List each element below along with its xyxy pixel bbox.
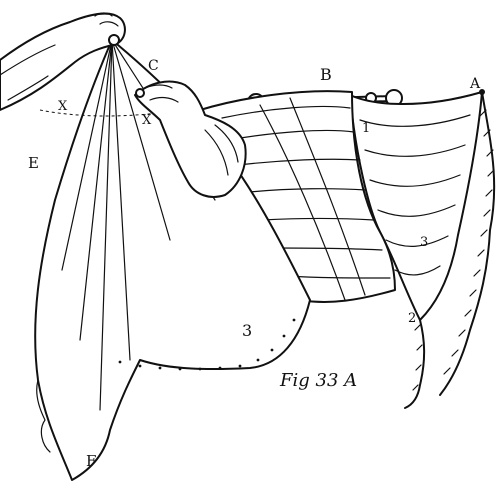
label-b: B [320, 65, 332, 84]
label-f: F [86, 452, 97, 470]
label-c: C [148, 58, 159, 74]
label-x-left: X [58, 99, 68, 114]
figure-caption: Fig 33 A [280, 370, 358, 391]
label-number-1: 1 [362, 121, 371, 136]
label-x-right: X [142, 113, 152, 128]
label-number-3-top: 3 [420, 235, 429, 250]
label-a: A [470, 76, 481, 92]
label-number-2: 2 [408, 311, 417, 326]
label-number-3-bottom: 3 [242, 321, 253, 340]
label-e: E [28, 154, 39, 172]
